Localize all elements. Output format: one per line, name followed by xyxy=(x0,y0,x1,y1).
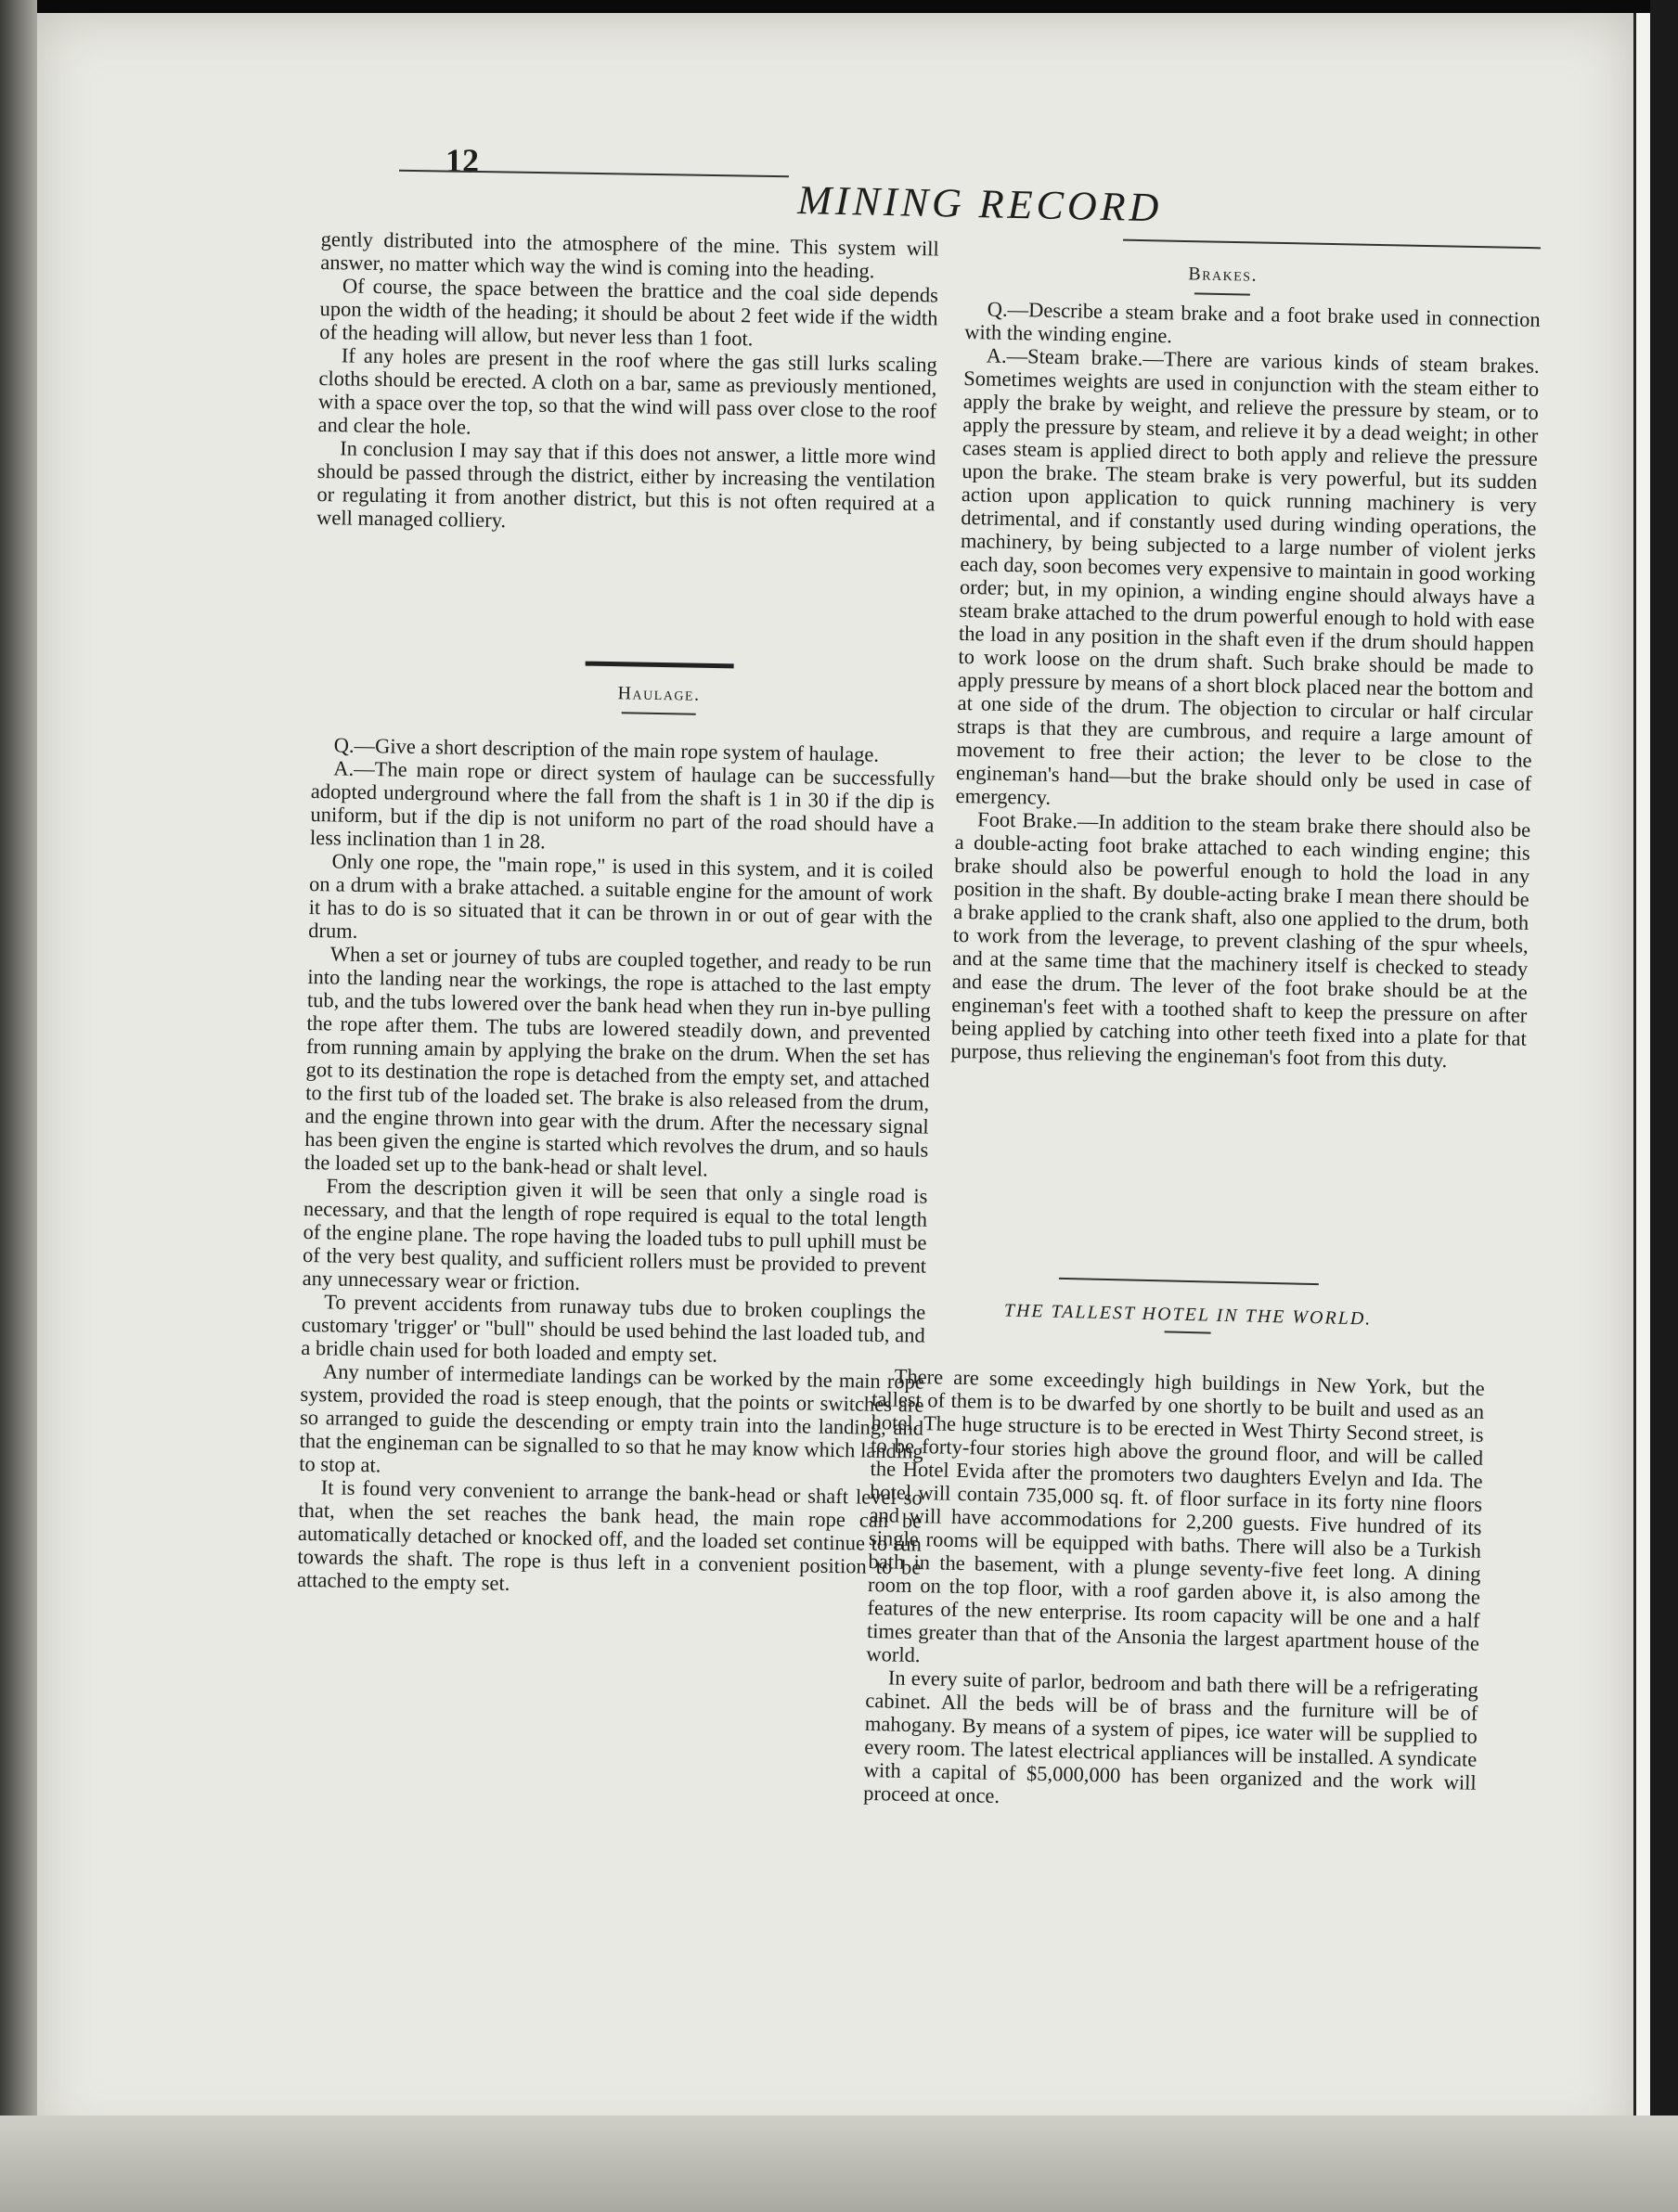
scan-top-edge xyxy=(0,0,1678,13)
section-heading-haulage: Haulage. xyxy=(617,683,701,705)
paragraph: In every suite of parlor, bedroom and bath there will be a refrigerating cabinet. All the beds will be of brass and the furniture will be of mahogany. By means of a system of pipes, ice water will be supplied to every room. The latest electrical appliances will be installed. A syndicate with a capital of $5,000,000 has been organized and the work will proceed at once. xyxy=(863,1665,1479,1807)
haulage-heading-block xyxy=(584,662,733,737)
heading-underline xyxy=(1165,1331,1211,1333)
heading-underline xyxy=(622,712,696,714)
paragraph: From the description given it will be seen that only a single road is necessary, and that the length of rope required is equal to the total length of the engine plane. The rope having the loaded tubs to pull uphill must be of the very best quality, and sufficient rollers must be provided to prevent any unnecessary wear or friction. xyxy=(302,1174,928,1295)
paragraph: Any number of intermediate landings can be worked by the main rope system, provided the road is steep enough, that the points or switches are so arranged to guide the descending or empty train into the landing, and that the engineman can be signalled to so that he may know which landing to stop at. xyxy=(299,1359,925,1477)
hotel-heading-block xyxy=(955,1275,1421,1358)
scan-bottom-edge xyxy=(0,2116,1678,2212)
paragraph: In conclusion I may say that if this does not answer, a little more wind should be passed through the district, either by increasing the ventilation or regulating it from another district, but this is not often required at a well managed colliery. xyxy=(316,436,936,533)
paragraph: A.—Steam brake.—There are various kinds of steam brakes. Sometimes weights are used in conjunction with the steam either to apply the brake by weight, and relieve the pressure by steam, or to apply the pressure by steam, and relieve it by a dead weight; in other cases steam is applied direct to both apply and relieve the pressure upon the brake. The steam brake is very powerful, but its sudden action upon application to quick running machinery is very detrimental, and if constantly used during winding operations, the machinery, by being subjected to a large number of violent jerks each day, soon becomes very expensive to maintain in good working order; but, in my opinion, a winding engine should always have a steam brake attached to the drum powerful enough to hold with ease the load in any position in the shaft even if the drum should happen to work loose on the drum shaft. Such brake should be made to apply pressure by means of a short block placed near the bottom and at one side of the drum. The objection to circular or half circular straps is that they are cumbrous, and require a large amount of movement to free their action; the lever to be close to the engineman's hand—but the brake should only be used in case of emergency. xyxy=(955,343,1540,809)
left-column-intro xyxy=(316,227,939,538)
section-heading-brakes: Brakes. xyxy=(1188,264,1258,286)
paragraph: Q.—Describe a steam brake and a foot brake used in connection with the winding engine. xyxy=(964,297,1541,348)
paragraph: To prevent accidents from runaway tubs due to broken couplings the customary 'trigger' or "bull" should be used behind the last loaded tub, and a bridle chain used for both loaded and empty set. xyxy=(301,1290,926,1367)
paragraph: It is found very convenient to arrange the bank-head or shaft level so that, when the set reaches the bank head, the main rope can be automatically detached or knocked off, and the loaded set continue to run towards the shaft. The rope is thus left in a convenient position to be attached to the empty set. xyxy=(296,1475,923,1595)
paragraph: Foot Brake.—In addition to the steam brake there should also be a double-acting foot brake attached to each winding engine; this brake should also be powerful enough to hold the load in any position in the shaft. By double-acting brake I mean there should be a brake applied to the crank shaft, also one applied to the drum, both to work from the leverage, to prevent clashing of the spur wheels, and at the same time that the machinery itself is checked to steady and ease the drum. The lever of the foot brake should be at the engineman's feet with a toothed shaft to keep the pressure on after being applied by catching into other teeth fixed into a plate for that purpose, thus relieving the engineman's foot from this duty. xyxy=(950,807,1531,1073)
paragraph: There are some exceedingly high buildings in New York, but the tallest of them is to be dwarfed by one shortly to be built and used as an hotel. The huge structure is to be erected in West Thirty Second street, is to be forty-four stories high above the ground floor, and will be called the Hotel Evida after the promoters two daughters Evelyn and Ida. The hotel will contain 735,000 sq. ft. of floor surface in its forty nine floors and will have accommodations for 2,200 guests. Five hundred of its single rooms will be equipped with baths. There will also be a Turkish bath in the basement, with a plunge seventy-five feet long. A dining room on the top floor, with a roof garden above it, is also among the features of the new enterprise. Its room capacity will be one and a half times greater than that of the Ansonia the largest apartment house of the world. xyxy=(866,1364,1485,1667)
brakes-section xyxy=(950,297,1541,1074)
section-heading-hotel: THE TALLEST HOTEL IN THE WORLD. xyxy=(1003,1300,1373,1330)
heading-underline xyxy=(1194,292,1250,295)
page-number: 12 xyxy=(445,142,479,179)
paragraph: A.—The main rope or direct system of haulage can be successfully adopted underground where the fall from the shaft is 1 in 30 if the dip is uniform, but if the dip is not uniform no part of the road should have a less inclination than 1 in 28. xyxy=(309,756,936,854)
scan-right-edge xyxy=(1650,0,1678,2212)
hotel-section xyxy=(863,1364,1485,1818)
paragraph: When a set or journey of tubs are coupled together, and ready to be run into the landing near the workings, the rope is attached to the last empty tub, and the tubs lowered over the bank head when they run in-bye pulling the rope after them. The tubs are lowered steadily down, and prevented from running amain by applying the brake on the drum. When the set has got to its destination the rope is detached from the empty set, and attached to the first tub of the loaded set. The brake is also released from the drum, and the engine thrown into gear with the drum. After the necessary signal has been given the engine is started which revolves the drum, and so hauls the loaded set up to the bank-head or shalt level. xyxy=(303,942,932,1181)
paragraph: Q.—Give a short description of the main rope system of haulage. xyxy=(333,733,880,766)
haulage-section xyxy=(297,733,936,1602)
scan-left-edge xyxy=(0,0,37,2212)
paragraph: Of course, the space between the brattice and the coal side depends upon the width of the heading; it should be about 2 feet wide if the width of the heading will allow, but never less than 1 foot. xyxy=(319,274,939,351)
paragraph: gently distributed into the atmosphere of the mine. This system will answer, no matter which way the wind is coming into the heading. xyxy=(320,227,939,283)
paragraph: If any holes are present in the roof where the gas still lurks scaling cloths should be erected. A cloth on a bar, same as previously mentioned, with a space over the top, so that the wind will pass over close to the roof and clear the hole. xyxy=(317,343,937,439)
paragraph: Only one rope, the "main rope," is used in this system, and it is coiled on a drum with a brake attached. a suitable engine for the amount of work it has to do is so situated that it can be thrown in or out of gear with the drum. xyxy=(308,849,934,943)
masthead-title: MINING RECORD xyxy=(796,176,1163,231)
